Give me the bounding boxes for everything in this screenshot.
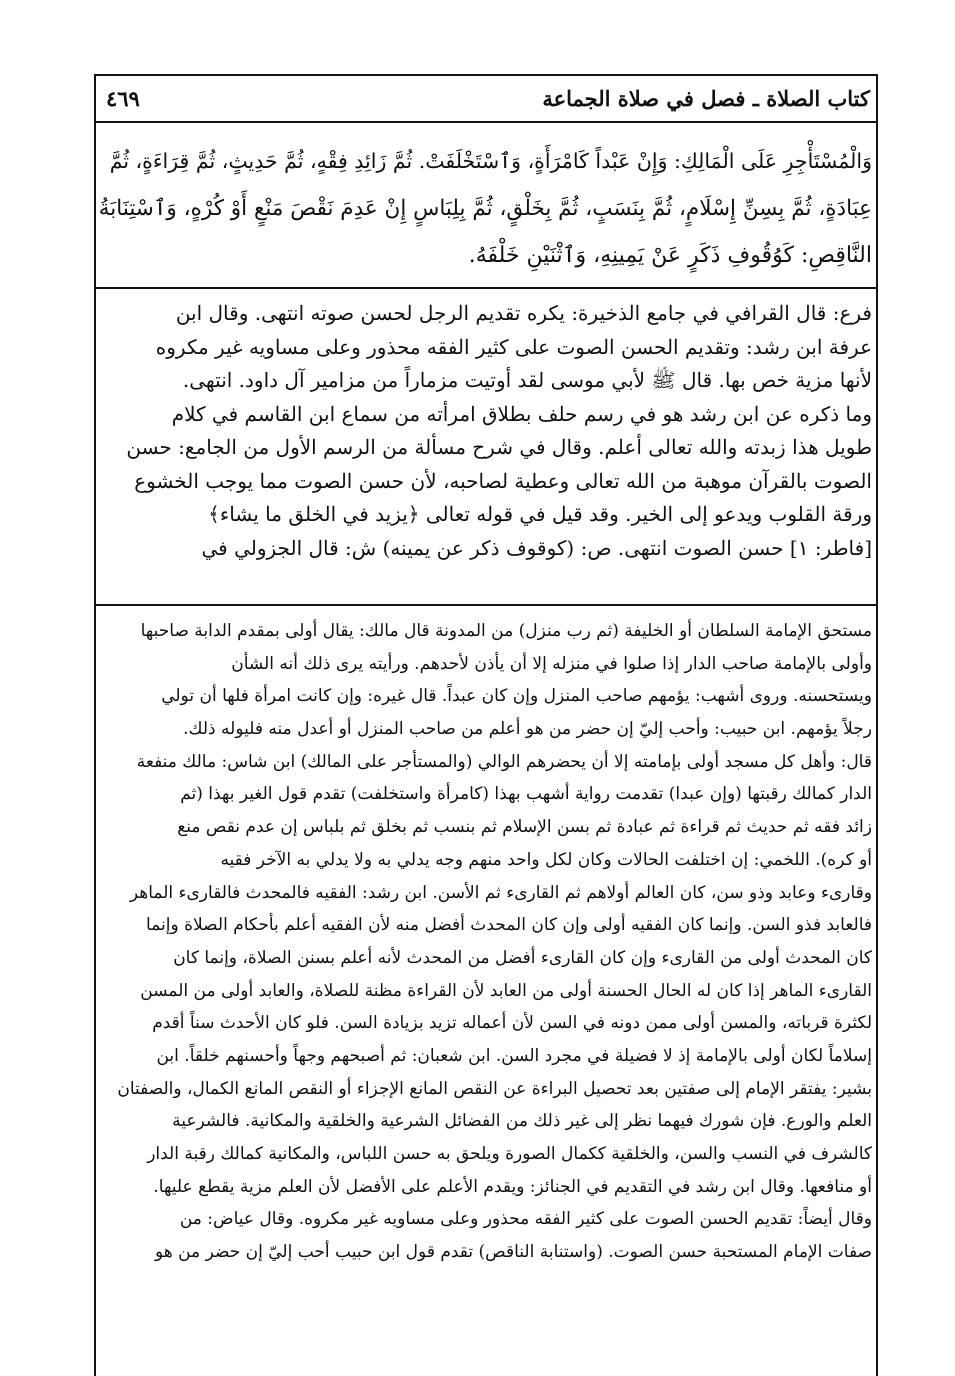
footnote-line: القارىء الماهر إذا كان له الحال الحسنة أولى من العابد لأن القراءة مظنة للصلاة، والعابد أولى من المسن <box>140 980 872 1001</box>
footnote-line: بشير: يفتقر الإمام إلى صفتين بعد تحصيل البراءة عن النقص المانع الإجزاء أو النقص المانع الكمال، والصفتان <box>117 1078 872 1099</box>
commentary-line: عرفة ابن رشد: وتقديم الحسن الصوت على كثير الفقه محذور وعلى مساويه غير مكروه <box>155 334 872 359</box>
commentary-line: طويل هذا زبدته والله تعالى أعلم. وقال في شرح مسألة من الرسم الأول من الجامع: حسن <box>126 435 872 459</box>
footnote-line: فالعابد فذو السن. وإنما كان الفقيه أولى وإن كان المحدث أفضل منه لأن الفقيه أعلم بأحكام الصلاة وإنما <box>146 915 872 936</box>
footnote-line: ويستحسنه. وروى أشهب: يؤمهم صاحب المنزل وإن كان عبداً. قال غيره: وإن كانت امرأة فلها أن تولي <box>161 686 872 707</box>
commentary-line: لأنها مزية خص بها. قال ﷺ لأبي موسى لقد أوتيت مزماراً من مزامير آل داود. انتهى. <box>182 368 872 392</box>
commentary-line: [فاطر: ١] حسن الصوت انتهى. ص: (كوقوف ذكر عن يمينه) ش: قال الجزولي في <box>201 535 872 560</box>
footnote-line: الدار كمالك رقبتها (وإن عبدا) تقدمت رواية أشهب بهذا (كامرأة واستخلفت) تقدم قول الغير بهذا (ثم <box>180 784 872 805</box>
page-frame-left <box>94 74 96 1376</box>
matn-text <box>98 138 872 279</box>
commentary-rule <box>96 604 876 606</box>
footnote-line: وقال أيضاً: تقديم الحسن الصوت على كثير الفقه محذور وعلى مساويه غير مكروه. وقال عياض: من <box>179 1209 872 1230</box>
footnote-line: العلم والورع. فإن شورك فيهما نظر إلى غير ذلك من الفضائل الشرعية والخلقية والمكانية. فالشرعية <box>172 1111 872 1132</box>
footnote-line: كالشرف في النسب والسن، والخلقية ككمال الصورة ويلحق به حسن اللباس، والمكانية كمالك رقبة الدار <box>147 1144 872 1164</box>
footnote-line: زائد فقه ثم حديث ثم قراءة ثم عبادة ثم بسن الإسلام ثم بنسب ثم بخلق ثم بلباس إن عدم نقص منع <box>177 817 872 838</box>
matn-rule <box>96 287 876 289</box>
footnote-line: قال: وأهل كل مسجد أولى بإمامته إلا أن يحضرهم الوالي (والمستأجر على المالك) ابن شاس: مالك منفعة <box>136 751 872 772</box>
commentary-line: ورقة القلوب ويدعو إلى الخير. وقد قيل في قوله تعالى ﴿يزيد في الخلق ما يشاء﴾ <box>208 502 872 526</box>
running-header <box>96 82 874 118</box>
commentary-line: فرع: قال القرافي في جامع الذخيرة: يكره تقديم الرجل لحسن صوته انتهى. وقال ابن <box>175 301 872 325</box>
commentary-line: وما ذكره عن ابن رشد هو في رسم حلف بطلاق امرأته من سماع ابن القاسم في كلام <box>171 401 872 426</box>
footnote-line: إسلاماً لكان أولى بالإمامة إذ لا فضيلة في مجرد السن. ابن شعبان: ثم أصبحهم وجهاً وأحسنهم خلقاً. ابن <box>156 1045 872 1066</box>
first-commentary <box>98 297 872 565</box>
footnote-line: مستحق الإمامة السلطان أو الخليفة (ثم رب منزل) من المدونة قال مالك: يقال أولى بمقدم الدابة صاحبها <box>140 621 872 641</box>
footnote-line: وقارىء وعابد وذو سن، كان العالم أولاهم ثم القارىء ثم الأسن. ابن رشد: الفقيه فالمحدث فالقارىء الماهر <box>129 882 872 903</box>
footnote-line: لكثرة قرباته، والمسن أولى ممن دونه في السن لأن أعماله تزيد بزيادة السن. فلو كان الأحدث سناً أقدم <box>152 1013 872 1034</box>
matn-line: وَالْمُسْتَأْجِرِ عَلَى الْمَالِكِ: وَإِنْ عَبْداً كَامْرَأَةٍ، وَٱسْتَخْلَفَتْ. ثُمَّ زَائِدِ فِقْهٍ، ثُمَّ حَدِيثٍ، ثُمَّ قِرَاءَةٍ، ثُمَّ <box>109 149 872 173</box>
footnote-line: صفات الإمام المستحبة حسن الصوت. (واستنابة الناقص) تقدم قول ابن حبيب أحب إليّ إن حضر من هو <box>154 1242 872 1263</box>
footnote-line: أو كره). اللخمي: إن اختلفت الحالات وكان لكل واحد منهم وجه يدلي به ولا يدلي به الآخر فقيه <box>220 849 872 870</box>
footnote-line: وأولى بالإمامة صاحب الدار إذا صلوا في منزله إلا أن يأذن لأحدهم. ورأيته يرى ذلك أنه الشأن <box>231 653 872 674</box>
footnote-line: كان المحدث أولى من القارىء وإن كان القارىء أفضل من المحدث لأنه أعلم بسنن الصلاة، وإنما كان <box>173 947 872 968</box>
matn-line: عِبَادَةٍ، ثُمَّ بِسِنِّ إِسْلَامٍ، ثُمَّ بِنَسَبٍ، ثُمَّ بِخَلْقٍ، ثُمَّ بِلِبَاسٍ إِنْ عَدِمَ نَقْصَ مَنْعٍ أَوْ كُرْهٍ، وَٱسْتِنَابَةُ <box>98 196 872 221</box>
footnote-line: أو منافعها. وقال ابن رشد في التقديم في الجنائز: ويقدم الأعلم على الأفضل لأن العلم مزية يقطع عليها. <box>153 1176 872 1197</box>
chapter-title: كتاب الصلاة ـ فصل في صلاة الجماعة <box>542 86 870 111</box>
page-frame-right <box>876 74 878 1376</box>
matn-line: النَّاقِصِ: كَوُقُوفِ ذَكَرٍ عَنْ يَمِينِهِ، وَٱثْنَيْنِ خَلْفَهُ. <box>468 243 872 268</box>
header-rule <box>96 121 876 123</box>
commentary-line: الصوت بالقرآن موهبة من الله تعالى وعطية لصاحبه، لأن حسن الصوت مما يوجب الخشوع <box>134 468 872 493</box>
page-number: ٤٦٩ <box>106 86 140 111</box>
second-commentary <box>98 615 872 1269</box>
footnote-line: رجلاً يؤمهم. ابن حبيب: وأحب إليّ إن حضر من هو أعلم من صاحب المنزل أو أعدل منه فليوله ذلك. <box>183 719 872 740</box>
page-frame-top <box>94 74 878 76</box>
